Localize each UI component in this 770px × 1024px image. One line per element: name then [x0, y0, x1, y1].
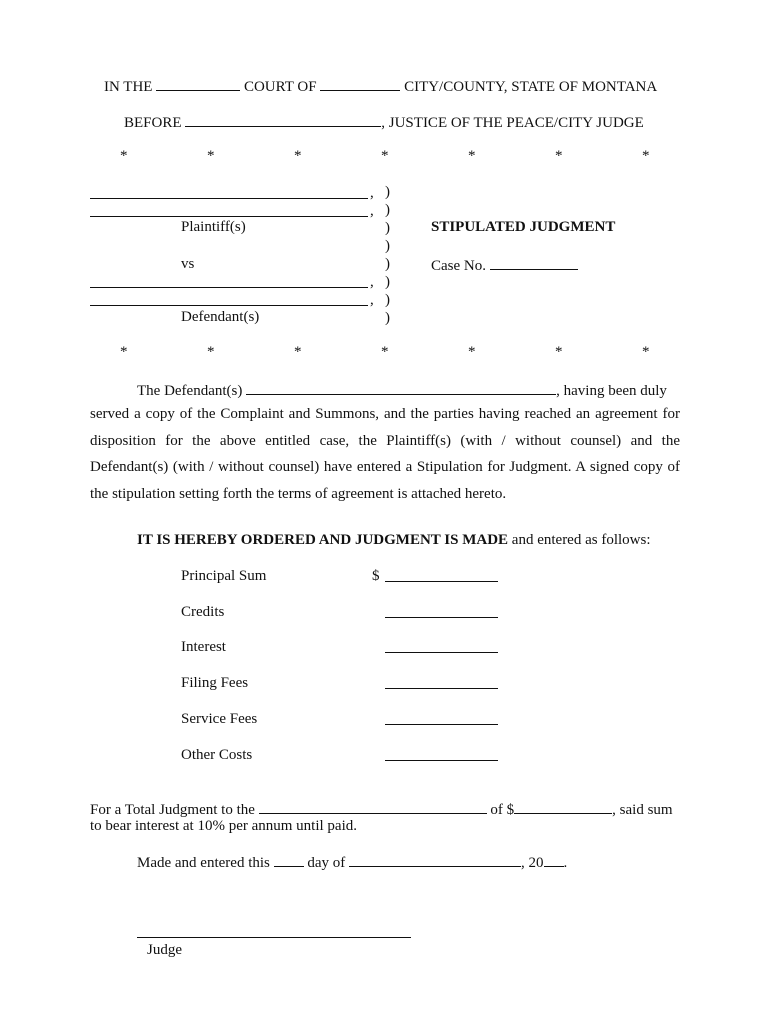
service-fees-label: Service Fees [181, 711, 258, 727]
having-been-duly: , having been duly [556, 383, 667, 399]
case-number-blank[interactable] [490, 255, 578, 270]
paren: ) [385, 256, 390, 272]
paragraph-line: disposition for the above entitled case, the Plaintiff(s) (with / without counsel) and the [90, 432, 680, 449]
principal-sum-blank[interactable] [385, 581, 498, 582]
state-label: CITY/COUNTY, STATE OF MONTANA [404, 79, 658, 95]
court-name-blank[interactable] [156, 76, 240, 91]
in-the-label: IN THE [104, 79, 153, 95]
star: * [642, 344, 650, 360]
year-blank[interactable] [544, 852, 564, 867]
paragraph-line: served a copy of the Complaint and Summons, and the parties having reached an agreement for [90, 406, 680, 422]
star: * [207, 344, 215, 360]
star: * [468, 344, 476, 360]
interest-blank[interactable] [385, 652, 498, 653]
judge-header-line [124, 112, 644, 132]
case-no-label: Case No. [431, 258, 486, 274]
county-name-blank[interactable] [320, 76, 400, 91]
court-header-line [104, 76, 657, 96]
day-blank[interactable] [274, 852, 304, 867]
vs-label: vs [181, 256, 195, 272]
comma: , [370, 292, 374, 308]
total-amount-blank[interactable] [514, 799, 612, 814]
paren: ) [385, 184, 390, 200]
credits-blank[interactable] [385, 617, 498, 618]
star: * [381, 344, 389, 360]
plaintiff-label: Plaintiff(s) [181, 219, 246, 235]
order-line [137, 531, 651, 549]
star: * [207, 148, 215, 164]
defendant-name-line-1[interactable] [90, 287, 368, 288]
defendant-served-line [137, 380, 667, 400]
day-of-label: day of [307, 855, 346, 871]
star: * [120, 344, 128, 360]
filing-fees-label: Filing Fees [181, 675, 249, 691]
paren: ) [385, 292, 390, 308]
comma: , [370, 185, 374, 201]
judge-signature-line[interactable] [137, 937, 411, 938]
judge-name-blank[interactable] [185, 112, 381, 127]
said-sum-label: , said sum [612, 802, 673, 818]
of-dollar-label: of $ [490, 802, 515, 818]
justice-label: , JUSTICE OF THE PEACE/CITY JUDGE [381, 115, 644, 131]
judgment-party-blank[interactable] [259, 799, 487, 814]
star: * [468, 148, 476, 164]
star: * [381, 148, 389, 164]
comma: , [370, 274, 374, 290]
plaintiff-name-line-2[interactable] [90, 216, 368, 217]
interest-rate-text: to bear interest at 10% per annum until paid. [90, 818, 358, 834]
document-title: STIPULATED JUDGMENT [431, 219, 616, 235]
stipulation-paragraph [90, 401, 680, 507]
month-blank[interactable] [349, 852, 521, 867]
court-of-label: COURT OF [243, 79, 317, 95]
paren: ) [385, 202, 390, 218]
dollar-sign: $ [372, 568, 380, 584]
service-fees-blank[interactable] [385, 724, 498, 725]
star: * [120, 148, 128, 164]
principal-sum-label: Principal Sum [181, 568, 267, 584]
plaintiff-name-line-1[interactable] [90, 198, 368, 199]
star: * [294, 148, 302, 164]
judge-label: Judge [147, 942, 182, 958]
credits-label: Credits [181, 604, 225, 620]
case-number-row [431, 255, 578, 275]
before-label: BEFORE [124, 115, 182, 131]
paren: ) [385, 238, 390, 254]
other-costs-blank[interactable] [385, 760, 498, 761]
paren: ) [385, 220, 390, 236]
paren: ) [385, 274, 390, 290]
defendant-names-blank[interactable] [246, 380, 556, 395]
total-judgment-line [90, 799, 673, 819]
period: . [563, 855, 568, 871]
defendant-label: Defendant(s) [181, 309, 260, 325]
paren: ) [385, 310, 390, 326]
made-entered-label: Made and entered this [137, 855, 270, 871]
order-bold-text: IT IS HEREBY ORDERED AND JUDGMENT IS MADE [137, 532, 509, 548]
other-costs-label: Other Costs [181, 747, 253, 763]
star: * [555, 148, 563, 164]
star: * [555, 344, 563, 360]
filing-fees-blank[interactable] [385, 688, 498, 689]
comma: , [370, 203, 374, 219]
star: * [642, 148, 650, 164]
star: * [294, 344, 302, 360]
paragraph-line: the stipulation setting forth the terms of agreement is attached hereto. [90, 485, 507, 502]
year-prefix-label: , 20 [521, 855, 544, 871]
defendant-name-line-2[interactable] [90, 305, 368, 306]
order-rest-text: and entered as follows: [508, 532, 651, 548]
paragraph-line: Defendant(s) (with / without counsel) have entered a Stipulation for Judgment. A signed copy of [90, 459, 680, 475]
defendant-label-inline: The Defendant(s) [137, 383, 243, 399]
made-entered-line [137, 852, 567, 872]
interest-label: Interest [181, 639, 226, 655]
total-judgment-label: For a Total Judgment to the [90, 802, 255, 818]
